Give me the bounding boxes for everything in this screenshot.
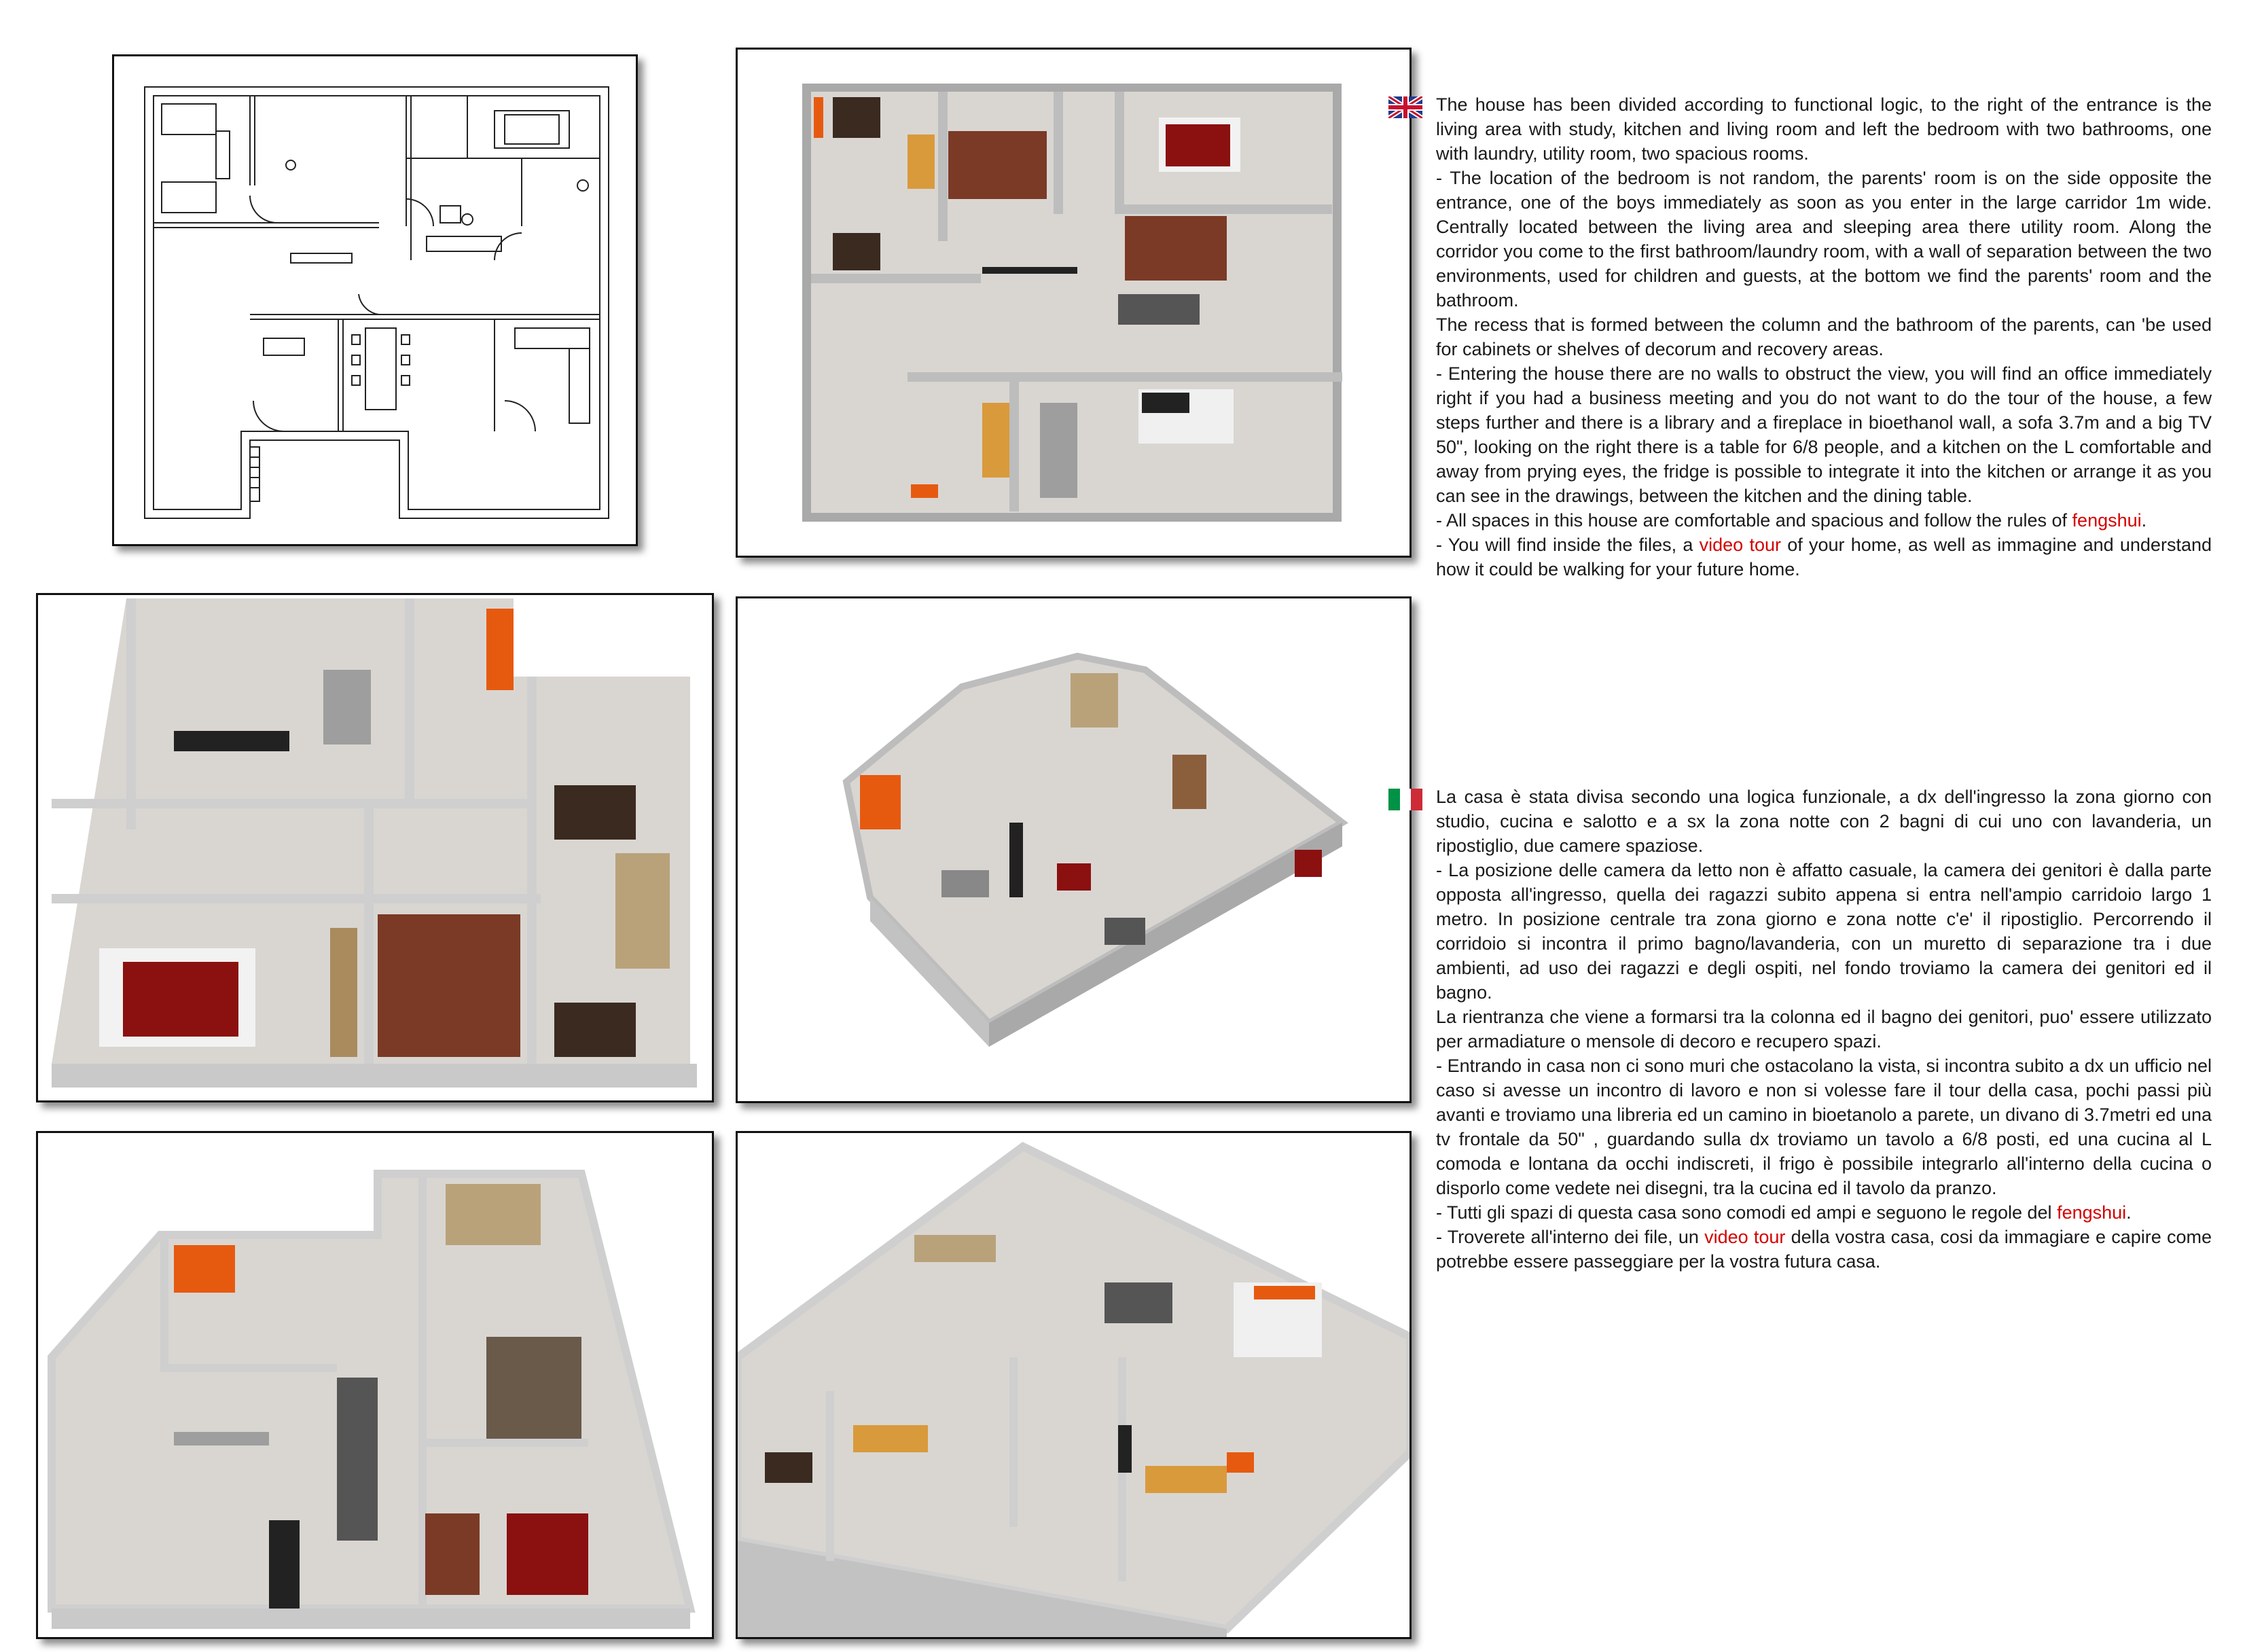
top-view-illustration <box>738 50 1409 556</box>
italian-video-tour-link[interactable]: video tour <box>1704 1227 1786 1247</box>
perspective-render-2 <box>736 596 1412 1103</box>
perspective-illustration-3 <box>38 1133 712 1637</box>
perspective-illustration-1 <box>38 595 712 1100</box>
english-paragraph-4: - Entering the house there are no walls to obstruct the view, you will find an office immediately right if you had a business meeting and you do not want to do the tour of the house, a few steps further and there is a library and a fireplace in bioethanol wall, a sofa 3.7m and a big TV 50", looking on the right there is a table for 6/8 people, and a kitchen on the L comfortable and away from prying eyes, the fridge is possible to integrate it into the kitchen or arrange it as you can see in the drawings, between the kitchen and the dining table. <box>1436 363 2212 506</box>
perspective-illustration-2 <box>738 598 1409 1101</box>
english-description <box>1436 92 2212 581</box>
italian-paragraph-3: La rientranza che viene a formarsi tra la colonna ed il bagno dei genitori, puo' essere utilizzato per armadiature o mensole di decoro e recupero spazi. <box>1436 1007 2212 1052</box>
italian-description <box>1436 785 2212 1274</box>
perspective-render-1 <box>36 593 714 1102</box>
italian-paragraph-4: - Entrando in casa non ci sono muri che ostacolano la vista, si incontra subito a dx un ufficio nel caso si avesse un incontro di lavoro e non si volesse fare il tour della casa, pochi passi più avanti e troviamo una libreria ed un camino in bioetanolo a parete, un divano di 3.7metri ed una tv frontale da 50" , guardando sulla dx troviamo un tavolo a 6/8 posti, ed una cucina al L comoda e lontana da occhi indiscreti, il frigo è possibile integrarlo all'interno della cucina o disporlo come vedete nei disegni, tra la cucina ed il tavolo da pranzo. <box>1436 1056 2212 1198</box>
english-fengshui-lead: - All spaces in this house are comfortable and spacious and follow the rules of <box>1436 510 2068 531</box>
uk-flag-icon <box>1388 96 1422 118</box>
english-paragraph-2: - The location of the bedroom is not random, the parents' room is on the side opposite the entrance, one of the boys immediately as soon as you enter in the large carridor 1m wide. Centrally located between the living area and sleeping area there utility room. Along the corridor you come to the first bathroom/laundry room, with a wall of separation between the two environments, used for children and guests, at the bottom we find the parents' room and the bathroom. <box>1436 168 2212 310</box>
italian-fengshui-end: . <box>2126 1202 2132 1223</box>
english-video-end: of your home, as well as immagine and understand how it could be walking for your future home. <box>1436 535 2212 579</box>
floor-plan-drawing <box>112 54 638 546</box>
perspective-illustration-4 <box>738 1133 1409 1637</box>
floor-plan-lines <box>114 56 636 544</box>
italian-video-end: della vostra casa, cosi da immagiare e capire come potrebbe essere passeggiare per la vostra futura casa. <box>1436 1227 2212 1272</box>
italian-video-lead: - Troverete all'interno dei file, un <box>1436 1227 1699 1247</box>
english-video-lead: - You will find inside the files, a <box>1436 535 1693 555</box>
english-paragraph-6 <box>1436 533 2212 581</box>
italy-flag-icon <box>1388 789 1422 810</box>
english-video-tour-link[interactable]: video tour <box>1699 535 1781 555</box>
english-paragraph-1: The house has been divided according to functional logic, to the right of the entrance is the living area with study, kitchen and living room and left the bedroom with two bathrooms, one with laundry, utility room, two spacious rooms. <box>1436 94 2212 164</box>
italian-fengshui-lead: - Tutti gli spazi di questa casa sono comodi ed ampi e seguono le regole del <box>1436 1202 2052 1223</box>
top-view-render <box>736 48 1412 558</box>
english-paragraph-3: The recess that is formed between the column and the bathroom of the parents, can 'be used for cabinets or shelves of decorum and recovery areas. <box>1436 315 2212 359</box>
italian-paragraph-5 <box>1436 1200 2212 1225</box>
perspective-render-3 <box>36 1131 714 1639</box>
italian-paragraph-1: La casa è stata divisa secondo una logica funzionale, a dx dell'ingresso la zona giorno con studio, cucina e salotto e a sx la zona notte con 2 bagni di cui uno con lavanderia, un ripostiglio, due camere spaziose. <box>1436 787 2212 856</box>
italian-paragraph-6 <box>1436 1225 2212 1274</box>
perspective-render-4 <box>736 1131 1412 1639</box>
english-fengshui-link[interactable]: fengshui <box>2072 510 2142 531</box>
italian-fengshui-link[interactable]: fengshui <box>2057 1202 2127 1223</box>
italian-paragraph-2: - La posizione delle camera da letto non è affatto casuale, la camera dei genitori è dalla parte opposta all'ingresso, quella dei ragazzi subito appena si entra nell'ampio carridoio largo 1 metro. In posizione centrale tra zona giorno e zona notte c'e' il ripostiglio. Percorrendo il corridoio si incontra il primo bagno/lavanderia, con un muretto di separazione tra i due ambienti, ad uso dei ragazzi e degli ospiti, nel fondo troviamo la camera dei genitori ed il bagno. <box>1436 860 2212 1003</box>
english-paragraph-5 <box>1436 508 2212 533</box>
english-fengshui-end: . <box>2141 510 2147 531</box>
